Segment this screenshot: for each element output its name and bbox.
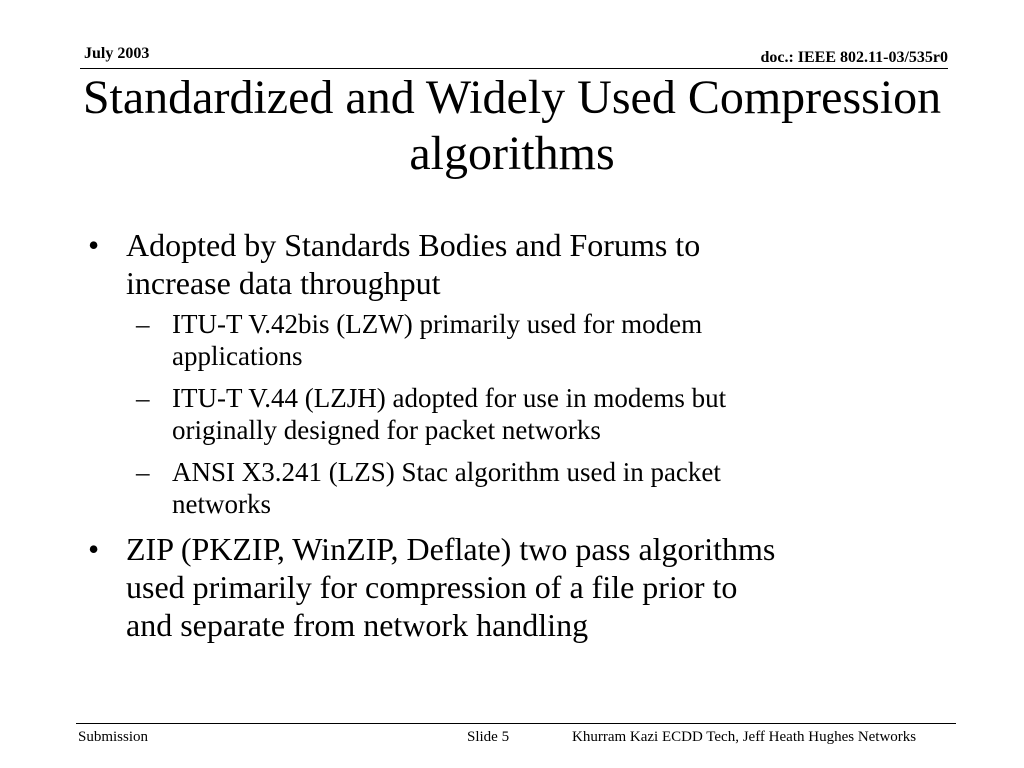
header-doc-id: doc.: IEEE 802.11-03/535r0 <box>760 49 948 66</box>
sub-bullet-text-line: originally designed for packet networks <box>172 415 601 445</box>
header-divider <box>80 68 948 69</box>
bullet-text-line: used primarily for compression of a file prior to <box>126 569 738 605</box>
footer-submission: Submission <box>78 729 149 745</box>
sub-bullet-text-line: ITU-T V.42bis (LZW) primarily used for modem <box>172 309 703 339</box>
slide-title <box>40 70 984 182</box>
sub-bullet-marker: – <box>136 383 150 413</box>
slide-body <box>84 226 964 650</box>
bullet-text-line: increase data throughput <box>126 265 441 301</box>
bullet-text-line: Adopted by Standards Bodies and Forums to <box>126 227 701 263</box>
sub-bullet-item <box>84 456 964 520</box>
bullet-text-line: ZIP (PKZIP, WinZIP, Deflate) two pass algorithms <box>126 531 776 567</box>
slide-title-line-1: Standardized and Widely Used Compression <box>82 71 942 124</box>
sub-bullet-text-line: ITU-T V.44 (LZJH) adopted for use in modems but <box>172 383 727 413</box>
footer-authors: Khurram Kazi ECDD Tech, Jeff Heath Hughes Networks <box>572 729 917 745</box>
footer-divider <box>76 723 956 724</box>
sub-bullet-text-line: networks <box>172 489 271 519</box>
sub-bullet-text-line: ANSI X3.241 (LZS) Stac algorithm used in packet <box>172 457 721 487</box>
sub-bullet-text-line: applications <box>172 341 303 371</box>
sub-bullet-marker: – <box>136 309 150 339</box>
header-date: July 2003 <box>84 45 150 62</box>
sub-bullet-marker: – <box>136 457 150 487</box>
bullet-marker: • <box>88 227 100 263</box>
footer-slide-number: Slide 5 <box>467 729 510 745</box>
bullet-item <box>84 226 964 302</box>
sub-bullet-item <box>84 308 964 372</box>
bullet-item <box>84 530 964 644</box>
bullet-text-line: and separate from network handling <box>126 607 589 643</box>
bullet-marker: • <box>88 531 100 567</box>
slide-title-line-2: algorithms <box>409 127 615 180</box>
sub-bullet-item <box>84 382 964 446</box>
